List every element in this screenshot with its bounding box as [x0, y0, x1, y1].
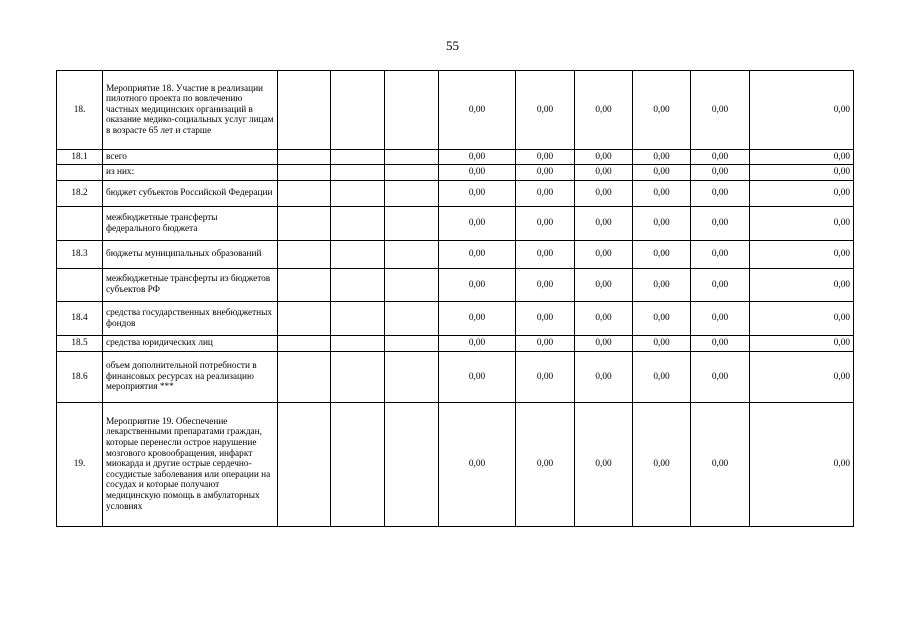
empty-cell [331, 207, 385, 241]
value-cell: 0,00 [750, 302, 854, 336]
value-cell: 0,00 [575, 269, 633, 302]
value-cell: 0,00 [750, 150, 854, 165]
row-name: объем дополнительной потребности в финансовых ресурсах на реализацию мероприятия *** [103, 352, 278, 403]
value-cell: 0,00 [691, 181, 750, 207]
empty-cell [278, 302, 331, 336]
value-cell: 0,00 [633, 241, 691, 269]
value-cell: 0,00 [691, 269, 750, 302]
table-row [57, 403, 854, 527]
value-cell: 0,00 [516, 241, 575, 269]
row-name: всего [103, 150, 278, 165]
table-row [57, 241, 854, 269]
empty-cell [331, 403, 385, 527]
value-cell: 0,00 [691, 165, 750, 181]
row-number: 18. [57, 71, 103, 150]
empty-cell [385, 352, 439, 403]
empty-cell [385, 241, 439, 269]
row-number: 19. [57, 403, 103, 527]
empty-cell [331, 336, 385, 352]
value-cell: 0,00 [633, 403, 691, 527]
row-number: 18.2 [57, 181, 103, 207]
value-cell: 0,00 [516, 71, 575, 150]
row-name: из них: [103, 165, 278, 181]
value-cell: 0,00 [633, 71, 691, 150]
empty-cell [278, 269, 331, 302]
value-cell: 0,00 [439, 269, 516, 302]
row-number [57, 207, 103, 241]
empty-cell [385, 269, 439, 302]
value-cell: 0,00 [633, 165, 691, 181]
value-cell: 0,00 [439, 352, 516, 403]
value-cell: 0,00 [633, 302, 691, 336]
row-name: средства юридических лиц [103, 336, 278, 352]
value-cell: 0,00 [575, 403, 633, 527]
table-row [57, 207, 854, 241]
value-cell: 0,00 [750, 165, 854, 181]
value-cell: 0,00 [575, 181, 633, 207]
table-row [57, 336, 854, 352]
table-row [57, 150, 854, 165]
empty-cell [331, 269, 385, 302]
value-cell: 0,00 [439, 71, 516, 150]
value-cell: 0,00 [516, 269, 575, 302]
value-cell: 0,00 [633, 207, 691, 241]
page-number: 55 [446, 38, 459, 53]
value-cell: 0,00 [691, 71, 750, 150]
empty-cell [278, 207, 331, 241]
value-cell: 0,00 [691, 241, 750, 269]
row-name: бюджеты муниципальных образований [103, 241, 278, 269]
value-cell: 0,00 [439, 302, 516, 336]
value-cell: 0,00 [750, 207, 854, 241]
table-row [57, 165, 854, 181]
value-cell: 0,00 [633, 181, 691, 207]
row-number: 18.1 [57, 150, 103, 165]
value-cell: 0,00 [575, 71, 633, 150]
empty-cell [278, 336, 331, 352]
value-cell: 0,00 [691, 403, 750, 527]
table-row [57, 352, 854, 403]
value-cell: 0,00 [575, 165, 633, 181]
value-cell: 0,00 [750, 71, 854, 150]
value-cell: 0,00 [516, 336, 575, 352]
table-row [57, 269, 854, 302]
value-cell: 0,00 [516, 352, 575, 403]
empty-cell [278, 403, 331, 527]
value-cell: 0,00 [633, 352, 691, 403]
empty-cell [331, 181, 385, 207]
value-cell: 0,00 [691, 352, 750, 403]
empty-cell [331, 302, 385, 336]
empty-cell [331, 71, 385, 150]
budget-table [56, 70, 854, 527]
value-cell: 0,00 [750, 336, 854, 352]
empty-cell [385, 165, 439, 181]
empty-cell [385, 336, 439, 352]
row-name: межбюджетные трансферты из бюджетов субъектов РФ [103, 269, 278, 302]
empty-cell [278, 352, 331, 403]
value-cell: 0,00 [575, 150, 633, 165]
value-cell: 0,00 [516, 150, 575, 165]
value-cell: 0,00 [633, 336, 691, 352]
value-cell: 0,00 [575, 336, 633, 352]
value-cell: 0,00 [439, 165, 516, 181]
row-name: бюджет субъектов Российской Федерации [103, 181, 278, 207]
empty-cell [331, 165, 385, 181]
empty-cell [331, 352, 385, 403]
value-cell: 0,00 [439, 241, 516, 269]
value-cell: 0,00 [575, 352, 633, 403]
empty-cell [385, 150, 439, 165]
value-cell: 0,00 [516, 207, 575, 241]
row-number [57, 269, 103, 302]
value-cell: 0,00 [633, 269, 691, 302]
value-cell: 0,00 [691, 150, 750, 165]
value-cell: 0,00 [633, 150, 691, 165]
value-cell: 0,00 [691, 302, 750, 336]
value-cell: 0,00 [516, 403, 575, 527]
value-cell: 0,00 [516, 165, 575, 181]
value-cell: 0,00 [575, 302, 633, 336]
value-cell: 0,00 [575, 241, 633, 269]
row-name: Мероприятие 19. Обеспечение лекарственными препаратами граждан, которые перенесли острое нарушение мозгового кровообращения, инфаркт миокарда и другие острые сердечно-сосудистые заболевания или операции на сосудах и которые получают медицинскую помощь в амбулаторных условиях [103, 403, 278, 527]
empty-cell [278, 150, 331, 165]
row-number [57, 165, 103, 181]
value-cell: 0,00 [750, 269, 854, 302]
value-cell: 0,00 [750, 181, 854, 207]
empty-cell [385, 181, 439, 207]
empty-cell [278, 241, 331, 269]
empty-cell [385, 302, 439, 336]
value-cell: 0,00 [439, 403, 516, 527]
value-cell: 0,00 [750, 352, 854, 403]
value-cell: 0,00 [439, 150, 516, 165]
table-row [57, 71, 854, 150]
value-cell: 0,00 [516, 181, 575, 207]
row-number: 18.4 [57, 302, 103, 336]
empty-cell [331, 241, 385, 269]
row-number: 18.6 [57, 352, 103, 403]
row-name: средства государственных внебюджетных фондов [103, 302, 278, 336]
value-cell: 0,00 [439, 207, 516, 241]
empty-cell [385, 403, 439, 527]
empty-cell [278, 71, 331, 150]
empty-cell [385, 207, 439, 241]
value-cell: 0,00 [750, 403, 854, 527]
table-row [57, 181, 854, 207]
row-name: межбюджетные трансферты федерального бюджета [103, 207, 278, 241]
empty-cell [278, 181, 331, 207]
empty-cell [278, 165, 331, 181]
table-row [57, 302, 854, 336]
value-cell: 0,00 [516, 302, 575, 336]
row-number: 18.3 [57, 241, 103, 269]
value-cell: 0,00 [575, 207, 633, 241]
value-cell: 0,00 [439, 336, 516, 352]
row-number: 18.5 [57, 336, 103, 352]
row-name: Мероприятие 18. Участие в реализации пилотного проекта по вовлечению частных медицинских организаций в оказание медико-социальных услуг лицам в возрасте 65 лет и старше [103, 71, 278, 150]
empty-cell [385, 71, 439, 150]
empty-cell [331, 150, 385, 165]
value-cell: 0,00 [750, 241, 854, 269]
value-cell: 0,00 [691, 207, 750, 241]
value-cell: 0,00 [691, 336, 750, 352]
value-cell: 0,00 [439, 181, 516, 207]
